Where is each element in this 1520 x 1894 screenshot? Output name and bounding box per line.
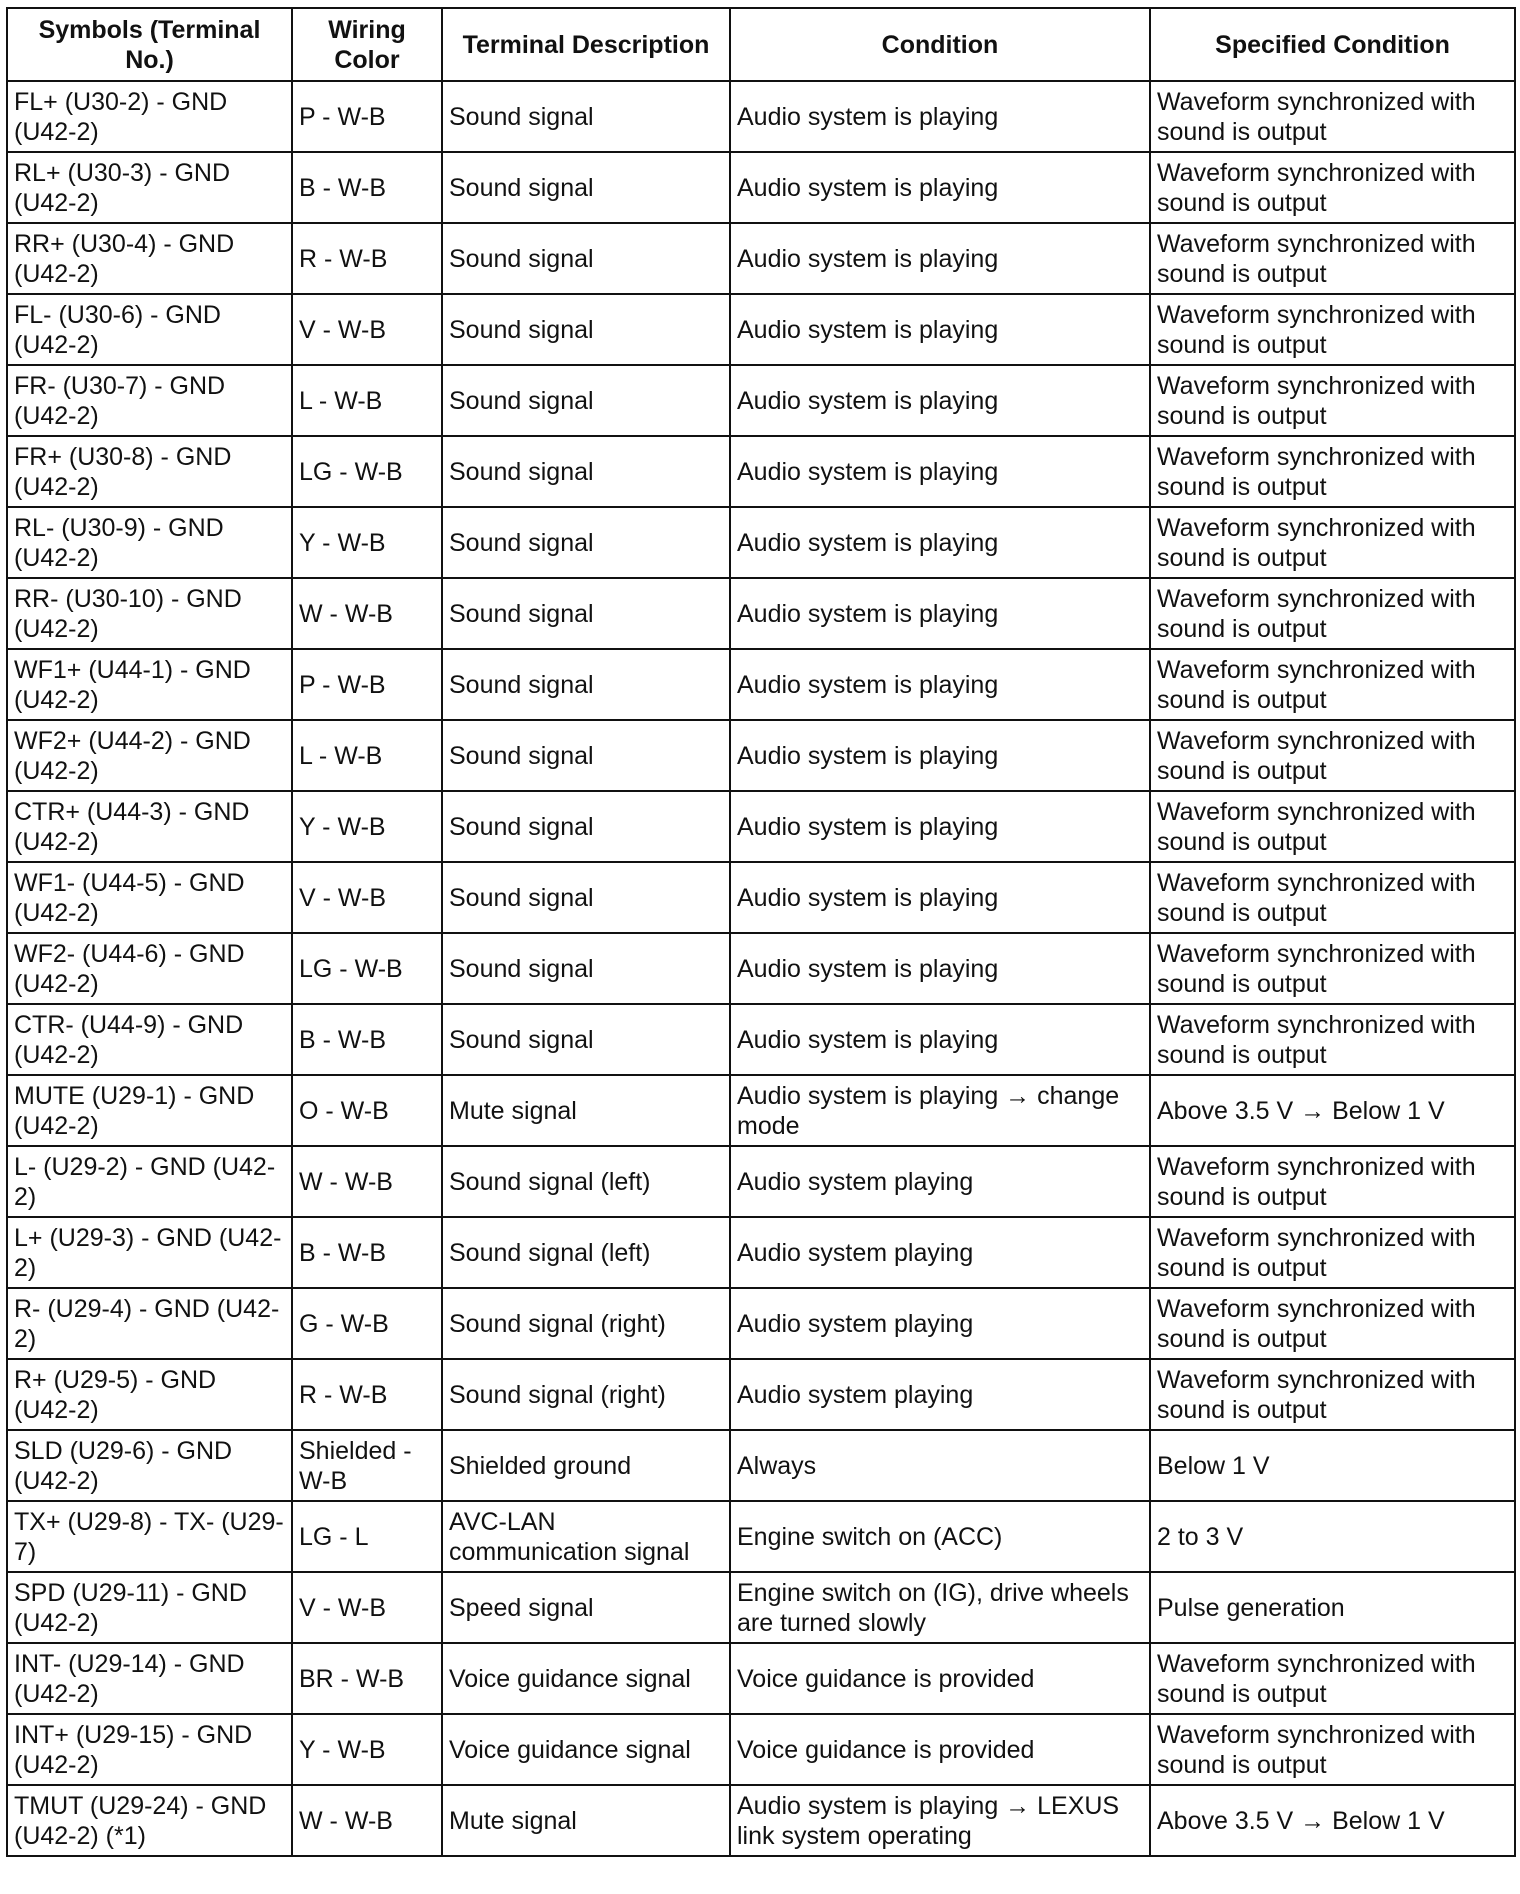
cell-terminal-description: Sound signal [442,507,730,578]
table-row [7,791,1515,862]
cell-terminal-description: Speed signal [442,1572,730,1643]
header-wiring-color: Wiring Color [292,8,442,81]
table-row [7,1714,1515,1785]
cell-specified-condition: Waveform synchronized with sound is output [1150,152,1515,223]
cell-condition: Audio system is playing [730,81,1150,152]
cell-symbols: RR+ (U30-4) - GND (U42-2) [7,223,292,294]
table-row [7,1217,1515,1288]
terminal-table-container [6,7,1514,1857]
header-specified-condition: Specified Condition [1150,8,1515,81]
cell-condition: Audio system playing [730,1288,1150,1359]
table-row [7,507,1515,578]
cell-specified-condition: Waveform synchronized with sound is output [1150,365,1515,436]
cell-specified-condition: Waveform synchronized with sound is output [1150,1004,1515,1075]
cell-terminal-description: AVC-LAN communication signal [442,1501,730,1572]
table-row [7,649,1515,720]
cell-condition: Engine switch on (ACC) [730,1501,1150,1572]
cell-specified-condition: Waveform synchronized with sound is output [1150,436,1515,507]
cell-terminal-description: Sound signal (right) [442,1288,730,1359]
cell-symbols: L- (U29-2) - GND (U42-2) [7,1146,292,1217]
cell-condition: Audio system is playing [730,720,1150,791]
cell-wiring-color: L - W-B [292,720,442,791]
cell-wiring-color: W - W-B [292,1785,442,1856]
cell-symbols: CTR+ (U44-3) - GND (U42-2) [7,791,292,862]
cell-symbols: R- (U29-4) - GND (U42-2) [7,1288,292,1359]
cell-condition: Audio system is playing [730,294,1150,365]
table-row [7,720,1515,791]
cell-terminal-description: Mute signal [442,1785,730,1856]
cell-symbols: SPD (U29-11) - GND (U42-2) [7,1572,292,1643]
cell-wiring-color: W - W-B [292,578,442,649]
cell-specified-condition: Waveform synchronized with sound is output [1150,1359,1515,1430]
cell-specified-condition: Below 1 V [1150,1430,1515,1501]
cell-symbols: L+ (U29-3) - GND (U42-2) [7,1217,292,1288]
cell-specified-condition: Waveform synchronized with sound is output [1150,578,1515,649]
cell-symbols: CTR- (U44-9) - GND (U42-2) [7,1004,292,1075]
cell-wiring-color: Shielded - W-B [292,1430,442,1501]
cell-condition: Voice guidance is provided [730,1714,1150,1785]
cell-condition: Voice guidance is provided [730,1643,1150,1714]
cell-condition: Audio system playing [730,1359,1150,1430]
cell-wiring-color: L - W-B [292,365,442,436]
cell-wiring-color: O - W-B [292,1075,442,1146]
cell-terminal-description: Sound signal [442,791,730,862]
cell-terminal-description: Sound signal [442,862,730,933]
table-header [7,8,1515,81]
cell-terminal-description: Sound signal (right) [442,1359,730,1430]
cell-symbols: SLD (U29-6) - GND (U42-2) [7,1430,292,1501]
cell-terminal-description: Mute signal [442,1075,730,1146]
table-row [7,1643,1515,1714]
cell-wiring-color: LG - W-B [292,933,442,1004]
table-row [7,1075,1515,1146]
cell-symbols: INT+ (U29-15) - GND (U42-2) [7,1714,292,1785]
cell-wiring-color: BR - W-B [292,1643,442,1714]
cell-wiring-color: G - W-B [292,1288,442,1359]
cell-wiring-color: B - W-B [292,1217,442,1288]
cell-specified-condition: Pulse generation [1150,1572,1515,1643]
cell-wiring-color: P - W-B [292,649,442,720]
cell-symbols: RL- (U30-9) - GND (U42-2) [7,507,292,578]
table-row [7,1785,1515,1856]
cell-specified-condition: Waveform synchronized with sound is output [1150,1714,1515,1785]
cell-terminal-description: Sound signal (left) [442,1146,730,1217]
cell-specified-condition: 2 to 3 V [1150,1501,1515,1572]
cell-wiring-color: Y - W-B [292,1714,442,1785]
cell-symbols: WF1+ (U44-1) - GND (U42-2) [7,649,292,720]
cell-specified-condition: Waveform synchronized with sound is output [1150,81,1515,152]
cell-specified-condition: Waveform synchronized with sound is output [1150,294,1515,365]
cell-condition: Audio system is playing [730,933,1150,1004]
table-row [7,1359,1515,1430]
cell-condition: Audio system is playing [730,152,1150,223]
table-row [7,436,1515,507]
cell-terminal-description: Sound signal [442,720,730,791]
cell-condition: Audio system is playing [730,223,1150,294]
header-row [7,8,1515,81]
cell-symbols: R+ (U29-5) - GND (U42-2) [7,1359,292,1430]
cell-terminal-description: Sound signal (left) [442,1217,730,1288]
cell-terminal-description: Sound signal [442,365,730,436]
cell-symbols: TMUT (U29-24) - GND (U42-2) (*1) [7,1785,292,1856]
cell-condition: Audio system is playing → LEXUS link system operating [730,1785,1150,1856]
cell-symbols: MUTE (U29-1) - GND (U42-2) [7,1075,292,1146]
cell-specified-condition: Waveform synchronized with sound is output [1150,720,1515,791]
cell-wiring-color: V - W-B [292,862,442,933]
cell-symbols: FR- (U30-7) - GND (U42-2) [7,365,292,436]
cell-symbols: FL+ (U30-2) - GND (U42-2) [7,81,292,152]
cell-specified-condition: Waveform synchronized with sound is output [1150,1146,1515,1217]
table-row [7,294,1515,365]
table-row [7,1430,1515,1501]
cell-specified-condition: Waveform synchronized with sound is output [1150,1288,1515,1359]
cell-wiring-color: Y - W-B [292,791,442,862]
header-symbols: Symbols (Terminal No.) [7,8,292,81]
cell-condition: Engine switch on (IG), drive wheels are turned slowly [730,1572,1150,1643]
cell-terminal-description: Sound signal [442,578,730,649]
cell-wiring-color: R - W-B [292,223,442,294]
header-terminal-description: Terminal Description [442,8,730,81]
cell-terminal-description: Shielded ground [442,1430,730,1501]
cell-specified-condition: Waveform synchronized with sound is output [1150,791,1515,862]
cell-wiring-color: V - W-B [292,294,442,365]
cell-symbols: WF2- (U44-6) - GND (U42-2) [7,933,292,1004]
cell-terminal-description: Sound signal [442,933,730,1004]
cell-condition: Audio system is playing [730,1004,1150,1075]
cell-symbols: FR+ (U30-8) - GND (U42-2) [7,436,292,507]
table-row [7,81,1515,152]
cell-wiring-color: LG - W-B [292,436,442,507]
cell-condition: Audio system is playing [730,365,1150,436]
cell-terminal-description: Sound signal [442,223,730,294]
table-row [7,1572,1515,1643]
cell-condition: Audio system is playing [730,649,1150,720]
table-row [7,578,1515,649]
cell-condition: Audio system is playing → change mode [730,1075,1150,1146]
cell-terminal-description: Voice guidance signal [442,1714,730,1785]
cell-specified-condition: Above 3.5 V → Below 1 V [1150,1785,1515,1856]
cell-specified-condition: Waveform synchronized with sound is output [1150,223,1515,294]
cell-specified-condition: Waveform synchronized with sound is output [1150,1643,1515,1714]
cell-condition: Audio system is playing [730,862,1150,933]
cell-terminal-description: Sound signal [442,436,730,507]
cell-specified-condition: Above 3.5 V → Below 1 V [1150,1075,1515,1146]
cell-symbols: WF1- (U44-5) - GND (U42-2) [7,862,292,933]
cell-wiring-color: LG - L [292,1501,442,1572]
cell-wiring-color: W - W-B [292,1146,442,1217]
table-row [7,223,1515,294]
cell-symbols: FL- (U30-6) - GND (U42-2) [7,294,292,365]
table-row [7,152,1515,223]
cell-condition: Audio system playing [730,1217,1150,1288]
cell-terminal-description: Sound signal [442,152,730,223]
cell-terminal-description: Sound signal [442,81,730,152]
table-row [7,1501,1515,1572]
cell-symbols: TX+ (U29-8) - TX- (U29-7) [7,1501,292,1572]
table-row [7,1146,1515,1217]
table-row [7,1004,1515,1075]
cell-wiring-color: Y - W-B [292,507,442,578]
cell-condition: Audio system playing [730,1146,1150,1217]
cell-symbols: INT- (U29-14) - GND (U42-2) [7,1643,292,1714]
cell-symbols: RL+ (U30-3) - GND (U42-2) [7,152,292,223]
cell-specified-condition: Waveform synchronized with sound is output [1150,649,1515,720]
cell-symbols: RR- (U30-10) - GND (U42-2) [7,578,292,649]
cell-wiring-color: P - W-B [292,81,442,152]
cell-terminal-description: Sound signal [442,649,730,720]
terminal-table [6,7,1516,1857]
table-row [7,1288,1515,1359]
cell-condition: Audio system is playing [730,507,1150,578]
table-row [7,862,1515,933]
cell-condition: Audio system is playing [730,436,1150,507]
table-row [7,365,1515,436]
cell-specified-condition: Waveform synchronized with sound is output [1150,507,1515,578]
cell-condition: Always [730,1430,1150,1501]
cell-condition: Audio system is playing [730,578,1150,649]
cell-specified-condition: Waveform synchronized with sound is output [1150,1217,1515,1288]
cell-symbols: WF2+ (U44-2) - GND (U42-2) [7,720,292,791]
header-condition: Condition [730,8,1150,81]
cell-terminal-description: Sound signal [442,294,730,365]
cell-wiring-color: B - W-B [292,152,442,223]
cell-wiring-color: R - W-B [292,1359,442,1430]
table-row [7,933,1515,1004]
cell-terminal-description: Sound signal [442,1004,730,1075]
cell-condition: Audio system is playing [730,791,1150,862]
cell-specified-condition: Waveform synchronized with sound is output [1150,933,1515,1004]
cell-wiring-color: B - W-B [292,1004,442,1075]
cell-wiring-color: V - W-B [292,1572,442,1643]
table-body [7,81,1515,1856]
cell-terminal-description: Voice guidance signal [442,1643,730,1714]
cell-specified-condition: Waveform synchronized with sound is output [1150,862,1515,933]
